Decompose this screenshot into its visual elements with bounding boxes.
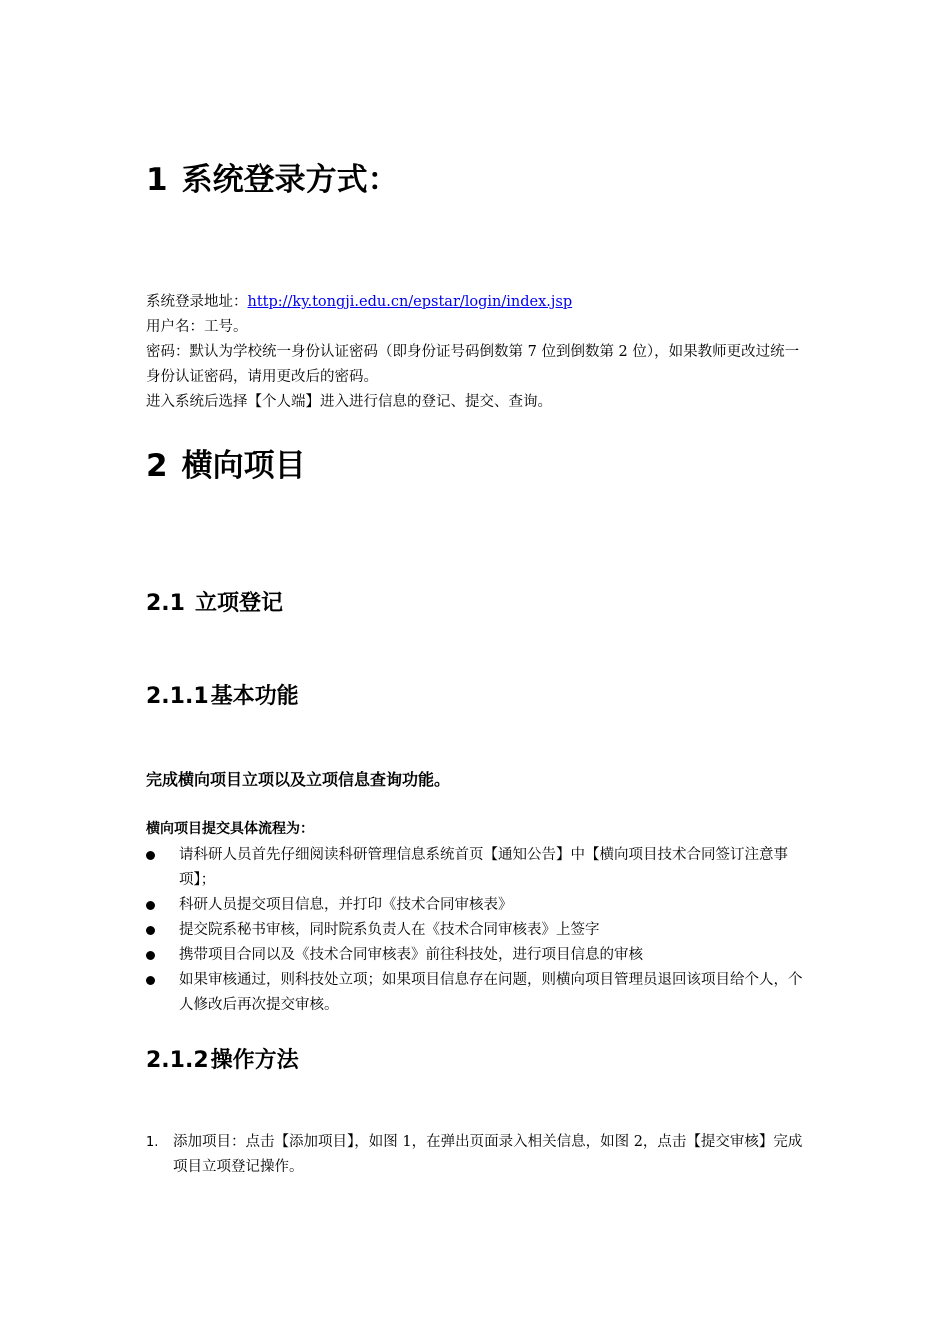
function-summary: 完成横向项目立项以及立项信息查询功能。: [146, 770, 451, 789]
heading-section-1: [146, 160, 399, 200]
list-item-text: 请科研人员首先仔细阅读科研管理信息系统首页【通知公告】中【横向项目技术合同签订注意事项】；: [179, 847, 788, 888]
heading-text: 系统登录方式：: [181, 162, 399, 198]
list-item-text: 提交院系秘书审核，同时院系负责人在《技术合同审核表》上签字: [179, 922, 600, 938]
flow-title: 横向项目提交具体流程为：: [146, 821, 314, 837]
heading-section-2: [146, 446, 306, 486]
heading-text: 基本功能: [210, 684, 299, 709]
bullet-dot-icon: [146, 901, 155, 910]
heading-number: 2: [146, 448, 168, 484]
list-item: [146, 1130, 810, 1180]
heading-number: 2.1: [146, 591, 185, 616]
step-text: 添加项目：点击【添加项目】，如图 1，在弹出页面录入相关信息，如图 2，点击【提交审核】完成项目立项登记操作。: [173, 1134, 803, 1175]
username-line: 用户名：工号。: [146, 319, 248, 335]
heading-number: 2.1.2: [146, 1048, 209, 1073]
heading-section-2-1: [146, 589, 283, 619]
login-address-line: [146, 290, 810, 315]
list-item: [146, 893, 810, 918]
heading-text: 操作方法: [210, 1048, 299, 1073]
bullet-dot-icon: [146, 976, 155, 985]
login-info-block: [146, 290, 810, 415]
heading-section-2-1-2: [146, 1046, 299, 1076]
heading-section-2-1-1: [146, 682, 299, 712]
heading-number: 2.1.1: [146, 684, 209, 709]
list-item: [146, 943, 810, 968]
bullet-dot-icon: [146, 951, 155, 960]
login-address-label: 系统登录地址：: [146, 294, 248, 310]
list-item-text: 携带项目合同以及《技术合同审核表》前往科技处，进行项目信息的审核: [179, 947, 643, 963]
list-item-text: 科研人员提交项目信息，并打印《技术合同审核表》: [179, 897, 513, 913]
login-url-link[interactable]: http://ky.tongji.edu.cn/epstar/login/index.jsp: [247, 294, 573, 310]
bullet-dot-icon: [146, 851, 155, 860]
list-item: [146, 843, 810, 893]
password-paragraph: 密码：默认为学校统一身份认证密码（即身份证号码倒数第 7 位到倒数第 2 位），如果教师更改过统一身份认证密码，请用更改后的密码。: [146, 344, 800, 385]
heading-number: 1: [146, 162, 168, 198]
heading-text: 横向项目: [181, 448, 306, 484]
list-item-text: 如果审核通过，则科技处立项；如果项目信息存在问题，则横向项目管理员退回该项目给个人，个人修改后再次提交审核。: [179, 972, 803, 1013]
bullet-dot-icon: [146, 926, 155, 935]
step-number: 1.: [146, 1135, 159, 1150]
heading-text: 立项登记: [194, 591, 283, 616]
list-item: [146, 918, 810, 943]
list-item: [146, 968, 810, 1018]
operation-steps-list: [146, 1130, 810, 1180]
flow-bullet-list: [146, 843, 810, 1018]
enter-system-line: 进入系统后选择【个人端】进入进行信息的登记、提交、查询。: [146, 394, 552, 410]
